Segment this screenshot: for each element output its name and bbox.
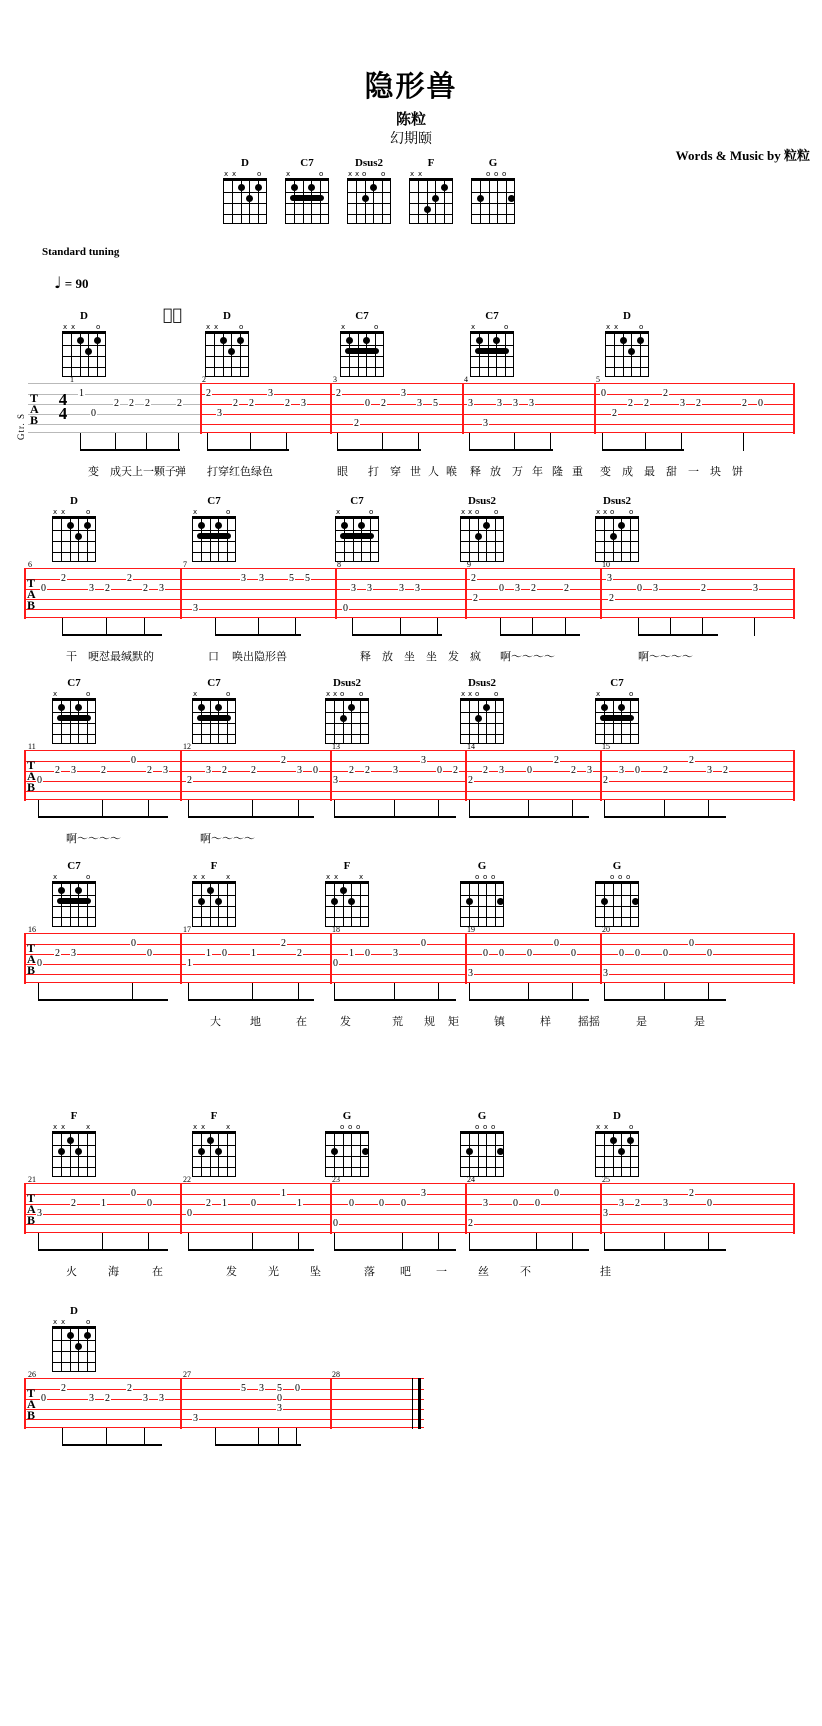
lyric-syllable: 大 xyxy=(210,1015,221,1028)
chord-name: D xyxy=(241,157,249,169)
chord-name: C7 xyxy=(610,677,624,689)
lyric-syllable: 打穿红色绿色 xyxy=(207,465,273,478)
chord-name: G xyxy=(342,1110,352,1122)
chord-name: D xyxy=(623,310,631,322)
chord-name: D xyxy=(223,310,231,322)
lyric-syllable: 海 xyxy=(108,1265,119,1278)
lyric-syllable: 一 xyxy=(436,1265,447,1278)
chord-name: Dsus2 xyxy=(332,677,362,689)
chord-grid xyxy=(409,178,453,224)
chord-grid xyxy=(595,516,639,562)
tab-clef: T A B xyxy=(27,1191,36,1227)
chord-diagram-Dsus2 xyxy=(325,677,369,744)
tab-staff-5 xyxy=(24,1183,794,1233)
system-2: D x x o C7 x o C7 x o Dsus2 x x o o Dsus2 x x o o T A B 6 7 8 9 10 2 2 3 0 2 2 3 3 5 3 5 3 3 3 3 3 0 2 0 2 3 2 2 3 0 2 3 2 3 干 哽怼最缄默的 口 唤出隐形兽 释 放 坐 坐 发 疯 啊～～～～ 啊～～～～ xyxy=(0,490,822,670)
lyric-syllable: 地 xyxy=(250,1015,261,1028)
chord-marks: x x o o xyxy=(348,170,386,178)
tuning-label: Standard tuning xyxy=(42,246,120,258)
lyric-syllable: 释 xyxy=(470,465,481,478)
chord-marks: x o xyxy=(341,323,379,331)
chord-diagram-C7 xyxy=(340,310,384,377)
chord-name: C7 xyxy=(67,677,81,689)
chord-name: F xyxy=(70,1110,78,1122)
measure-number: 19 xyxy=(467,925,475,934)
chord-grid xyxy=(595,1131,639,1177)
chord-name: C7 xyxy=(67,860,81,872)
chord-grid xyxy=(192,1131,236,1177)
chord-grid xyxy=(52,1131,96,1177)
lyric-syllable: 啊～～～～ xyxy=(500,650,555,663)
chord-diagram-F xyxy=(52,1110,96,1177)
chord-grid xyxy=(595,881,639,927)
chord-diagram-C7 xyxy=(192,495,236,562)
chord-marks: x x o o xyxy=(326,690,364,698)
artist-name: 陈粒 xyxy=(395,110,426,128)
chord-marks: x x o xyxy=(224,170,262,178)
lyric-syllable: 摇摇 xyxy=(578,1015,600,1028)
chord-grid xyxy=(325,881,369,927)
lyric-syllable: 打 xyxy=(368,465,379,478)
chord-marks: o o o xyxy=(340,1123,361,1131)
chord-grid xyxy=(205,331,249,377)
lyric-syllable: 在 xyxy=(152,1265,163,1278)
tab-clef: T A B xyxy=(27,941,36,977)
lyric-syllable: 世 xyxy=(410,465,421,478)
chord-name: D xyxy=(613,1110,621,1122)
chord-name: C7 xyxy=(355,310,369,322)
measure-number: 20 xyxy=(602,925,610,934)
chord-name: C7 xyxy=(300,157,314,169)
chord-diagram-D xyxy=(52,495,96,562)
lyric-syllable: 成天上一颗子 xyxy=(110,465,176,478)
chord-grid xyxy=(605,331,649,377)
lyric-syllable: 发 xyxy=(448,650,459,663)
chord-name: D xyxy=(70,1305,78,1317)
measure-number: 9 xyxy=(467,560,471,569)
lyric-syllable: 放 xyxy=(382,650,393,663)
lyric-syllable: 挂 xyxy=(600,1265,611,1278)
chord-diagram-Dsus2 xyxy=(595,495,639,562)
lyric-syllable: 是 xyxy=(636,1015,647,1028)
chord-diagram-C7 xyxy=(595,677,639,744)
lyric-syllable: 规 xyxy=(424,1015,435,1028)
chord-grid xyxy=(52,1326,96,1372)
chord-marks: x x o o xyxy=(461,690,499,698)
chord-diagram-F xyxy=(192,1110,236,1177)
lyric-syllable: 坐 xyxy=(426,650,437,663)
chord-grid xyxy=(285,178,329,224)
chord-marks: x x o xyxy=(63,323,101,331)
chord-diagram-D xyxy=(205,310,249,377)
measure-number: 12 xyxy=(183,742,191,751)
measure-number: 10 xyxy=(602,560,610,569)
lyric-syllable: 吧 xyxy=(400,1265,411,1278)
lyric-syllable: 弹 xyxy=(175,465,186,478)
chord-diagram-D xyxy=(62,310,106,377)
chord-marks: o o o xyxy=(475,873,496,881)
chord-marks: x x o xyxy=(53,1318,91,1326)
measure-number: 28 xyxy=(332,1370,340,1379)
chord-name: C7 xyxy=(207,495,221,507)
chord-marks: o o o xyxy=(610,873,631,881)
tab-clef: T A B xyxy=(27,758,36,794)
lyric-syllable: 甜 xyxy=(666,465,677,478)
chord-diagram-C7 xyxy=(470,310,514,377)
lyric-syllable: 样 xyxy=(540,1015,551,1028)
measure-number: 7 xyxy=(183,560,187,569)
system-6: D x x o T A B 26 27 28 2 2 3 0 2 3 3 5 3 5 0 0 3 3 xyxy=(0,1300,822,1460)
chord-marks: x o xyxy=(193,508,231,516)
chord-name: F xyxy=(343,860,351,872)
chord-marks: x o xyxy=(53,690,91,698)
measure-number: 16 xyxy=(28,925,36,934)
chord-marks: x o xyxy=(336,508,374,516)
chord-grid xyxy=(325,1131,369,1177)
chord-diagram-F xyxy=(325,860,369,927)
chord-diagram-Dsus2 xyxy=(460,495,504,562)
chord-diagram-C7 xyxy=(52,677,96,744)
lyric-syllable: 重 xyxy=(572,465,583,478)
lyric-syllable: 眼 xyxy=(337,465,348,478)
tab-staff-2 xyxy=(24,568,794,618)
staff-side-label: Gtr. S xyxy=(16,412,26,440)
chord-grid xyxy=(471,178,515,224)
lyric-syllable: 一 xyxy=(688,465,699,478)
chord-name: Dsus2 xyxy=(602,495,632,507)
measure-number: 26 xyxy=(28,1370,36,1379)
lyric-syllable: 发 xyxy=(226,1265,237,1278)
measure-number: 27 xyxy=(183,1370,191,1379)
lyric-syllable: 火 xyxy=(66,1265,77,1278)
chord-diagram-D xyxy=(52,1305,96,1372)
chord-diagram-F xyxy=(409,157,453,224)
measure-number: 18 xyxy=(332,925,340,934)
album-name: 幻期颐 xyxy=(390,131,432,147)
lyric-syllable: 是 xyxy=(694,1015,705,1028)
chord-grid xyxy=(347,178,391,224)
chord-diagram-G xyxy=(595,860,639,927)
tab-clef: T A B xyxy=(27,576,36,612)
tab-staff-3 xyxy=(24,750,794,800)
lyric-syllable: 喉 xyxy=(446,465,457,478)
page-title: 隐形兽 xyxy=(364,69,458,103)
chord-diagram-C7 xyxy=(335,495,379,562)
measure-number: 5 xyxy=(596,375,600,384)
tempo-marking: ♩ = 90 xyxy=(54,273,89,292)
chord-grid xyxy=(335,516,379,562)
chord-diagram-G xyxy=(471,157,515,224)
lyric-syllable: 变 xyxy=(88,465,99,478)
chord-marks: x x xyxy=(410,170,423,178)
measure-number: 21 xyxy=(28,1175,36,1184)
lyric-syllable: 口 xyxy=(208,650,219,663)
chord-marks: o o o xyxy=(475,1123,496,1131)
lyric-syllable: 块 xyxy=(710,465,721,478)
measure-number: 4 xyxy=(464,375,468,384)
chord-name: D xyxy=(70,495,78,507)
chord-marks: x o xyxy=(471,323,509,331)
chord-name: G xyxy=(488,157,498,169)
lyric-syllable: 镇 xyxy=(494,1015,505,1028)
measure-number: 17 xyxy=(183,925,191,934)
measure-number: 24 xyxy=(467,1175,475,1184)
chord-marks: x x x xyxy=(326,873,364,881)
chord-grid xyxy=(340,331,384,377)
lyric-syllable: 在 xyxy=(296,1015,307,1028)
chord-marks: x x x xyxy=(53,1123,91,1131)
lyric-syllable: 年 xyxy=(532,465,543,478)
chord-grid xyxy=(52,881,96,927)
measure-number: 22 xyxy=(183,1175,191,1184)
chord-marks: x x o xyxy=(206,323,244,331)
chord-grid xyxy=(460,516,504,562)
chord-diagram-Dsus2 xyxy=(460,677,504,744)
lyric-syllable: 变 xyxy=(600,465,611,478)
chord-marks: x x o xyxy=(53,508,91,516)
chord-marks: x o xyxy=(596,690,634,698)
measure-number: 2 xyxy=(202,375,206,384)
chord-name: Dsus2 xyxy=(467,495,497,507)
chord-name: C7 xyxy=(350,495,364,507)
fermata-symbol: ⌢ xyxy=(163,305,174,324)
chord-diagram-Dsus2 xyxy=(347,157,391,224)
chord-name: G xyxy=(477,1110,487,1122)
chord-diagram-G xyxy=(460,860,504,927)
chord-grid xyxy=(470,331,514,377)
credit-line: Words & Music by 粒粒 xyxy=(675,148,810,163)
chord-grid xyxy=(595,698,639,744)
lyric-syllable: 唤出隐形兽 xyxy=(232,650,287,663)
measure-number: 11 xyxy=(28,742,36,751)
lyric-syllable: 释 xyxy=(360,650,371,663)
tempo-value: = 90 xyxy=(64,276,89,291)
measure-number: 6 xyxy=(28,560,32,569)
lyric-syllable: 穿 xyxy=(390,465,401,478)
chord-marks: x x o xyxy=(606,323,644,331)
system-1: D x x o ⌢ D x x o C7 x o C7 x o D x x o T A B 4 4 1 2 3 4 5 1 2 2 2 2 0 2 3 2 2 2 3 3 2 2 3 0 2 3 5 3 3 3 3 3 0 2 2 2 3 2 2 2 0 变 成天上一颗子 弹 打穿红色绿色 眼 打 穿 世 人 喉 释 放 万 年 隆 重 变 成 最 甜 一 块 饼 xyxy=(0,305,822,485)
chord-diagram-C7 xyxy=(52,860,96,927)
chord-grid xyxy=(325,698,369,744)
lyric-syllable: 放 xyxy=(490,465,501,478)
chord-name: G xyxy=(612,860,622,872)
chord-diagram-D xyxy=(223,157,267,224)
chord-diagram-D xyxy=(595,1110,639,1177)
system-3: C7 x o C7 x o Dsus2 x x o o Dsus2 x x o o C7 x o T A B 11 12 13 14 15 0 2 3 2 2 3 0 2 3 2 2 3 0 2 3 2 2 3 0 2 3 2 2 3 0 2 3 2 2 3 0 2 3 2 2 啊～～～～ 啊～～～～ xyxy=(0,672,822,852)
chord-name: C7 xyxy=(485,310,499,322)
lyric-syllable: 成 xyxy=(622,465,633,478)
measure-number: 13 xyxy=(332,742,340,751)
lyric-syllable: 干 xyxy=(66,650,77,663)
lyric-syllable: 啊～～～～ xyxy=(638,650,693,663)
lyric-syllable: 发 xyxy=(340,1015,351,1028)
lyric-syllable: 最 xyxy=(644,465,655,478)
tab-staff-4 xyxy=(24,933,794,983)
measure-number: 8 xyxy=(337,560,341,569)
chord-name: F xyxy=(210,1110,218,1122)
chord-grid xyxy=(192,516,236,562)
system-4: C7 x o F x x x F x x x G o o o G o o o T A B 16 17 18 19 20 0 2 3 0 0 2 1 0 1 2 1 0 1 0 3 0 0 0 0 0 0 3 0 0 0 0 0 3 大 地 在 发 荒 规 矩 镇 样 摇摇 是 是 xyxy=(0,855,822,1035)
lyric-syllable: 万 xyxy=(512,465,523,478)
chord-grid xyxy=(460,881,504,927)
time-signature: 4 4 xyxy=(58,390,68,423)
measure-number: 3 xyxy=(333,375,337,384)
chord-diagram-C7 xyxy=(285,157,329,224)
chord-name: C7 xyxy=(207,677,221,689)
chord-grid xyxy=(62,331,106,377)
chord-grid xyxy=(192,881,236,927)
lyric-syllable: 落 xyxy=(364,1265,375,1278)
chord-marks: x o xyxy=(53,873,91,881)
chord-name: Dsus2 xyxy=(467,677,497,689)
tab-clef: T A B xyxy=(30,391,39,427)
chord-marks: x x x xyxy=(193,873,231,881)
measure-number: 1 xyxy=(70,375,74,384)
lyric-syllable: 荒 xyxy=(392,1015,403,1028)
chord-name: D xyxy=(80,310,88,322)
chord-name: F xyxy=(427,157,435,169)
lyric-syllable: 哽怼最缄默的 xyxy=(88,650,154,663)
lyric-syllable: 不 xyxy=(520,1265,531,1278)
measure-number: 15 xyxy=(602,742,610,751)
lyric-syllable: 丝 xyxy=(478,1265,489,1278)
chord-grid xyxy=(460,698,504,744)
lyric-syllable: 隆 xyxy=(552,465,563,478)
chord-grid xyxy=(223,178,267,224)
lyric-syllable: 啊～～～～ xyxy=(200,832,255,845)
lyric-syllable: 坐 xyxy=(404,650,415,663)
chord-grid xyxy=(52,516,96,562)
lyric-syllable: 矩 xyxy=(448,1015,459,1028)
chord-marks: x x x xyxy=(193,1123,231,1131)
system-5: F x x x F x x x G o o o G o o o D x x o T A B 21 22 23 24 25 0 3 2 1 0 1 2 1 0 1 0 3 0 0 0 0 0 3 0 0 2 2 3 2 3 0 3 火 海 在 发 光 坠 落 吧 一 丝 不 挂 xyxy=(0,1105,822,1285)
lyric-syllable: 疯 xyxy=(470,650,481,663)
chord-diagram-D xyxy=(605,310,649,377)
tab-clef: T A B xyxy=(27,1386,36,1422)
lyric-syllable: 人 xyxy=(428,465,439,478)
tab-staff-6 xyxy=(24,1378,424,1428)
chord-marks: x x o xyxy=(596,1123,634,1131)
chord-name: Dsus2 xyxy=(354,157,384,169)
chord-grid xyxy=(52,698,96,744)
chord-marks: x x o o xyxy=(596,508,634,516)
measure-number: 23 xyxy=(332,1175,340,1184)
chord-diagram-F xyxy=(192,860,236,927)
chord-diagram-C7 xyxy=(192,677,236,744)
chord-name: F xyxy=(210,860,218,872)
chord-name: G xyxy=(477,860,487,872)
lyric-syllable: 饼 xyxy=(732,465,743,478)
chord-marks: x o xyxy=(286,170,324,178)
lyric-syllable: 光 xyxy=(268,1265,279,1278)
measure-number: 25 xyxy=(602,1175,610,1184)
lyric-syllable: 坠 xyxy=(310,1265,321,1278)
chord-grid xyxy=(460,1131,504,1177)
chord-marks: o o o xyxy=(486,170,507,178)
chord-diagram-G xyxy=(460,1110,504,1177)
chord-marks: x o xyxy=(193,690,231,698)
chord-grid xyxy=(192,698,236,744)
chord-marks: x x o o xyxy=(461,508,499,516)
lyric-syllable: 啊～～～～ xyxy=(66,832,121,845)
chord-diagram-G xyxy=(325,1110,369,1177)
measure-number: 14 xyxy=(467,742,475,751)
